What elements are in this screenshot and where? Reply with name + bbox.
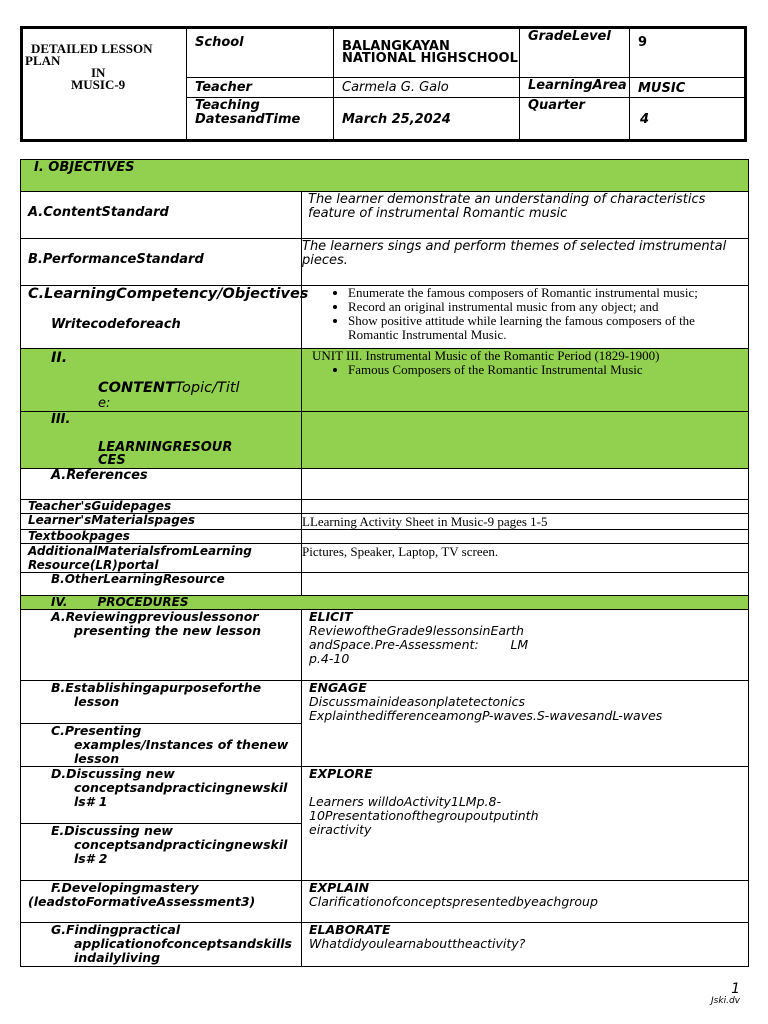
objectives-heading: I. OBJECTIVES	[21, 160, 749, 192]
procedure-f-label-1: F.Developingmastery	[51, 880, 199, 895]
content-label	[51, 366, 301, 396]
procedure-b-title: ENGAGE	[309, 680, 367, 695]
competency-item: • Record an original instrumental music from any object; and	[348, 300, 746, 314]
performance-standard-value: The learners sings and perform themes of selected imstrumental pieces.	[302, 239, 749, 286]
procedure-c-label-2: examples/Instances of thenew	[74, 737, 289, 752]
performance-standard-label: B.PerformanceStandard	[21, 239, 302, 286]
content-topic-list	[312, 363, 748, 377]
competency-sublabel: Writecodeforeach	[51, 317, 181, 332]
procedure-c-label-1: C.Presenting	[51, 723, 142, 738]
dates-time-label	[187, 98, 334, 141]
procedure-a-title: ELICIT	[309, 609, 353, 624]
procedure-f-label	[21, 881, 302, 923]
content-label-rest: Topic/Titl	[174, 380, 240, 396]
procedure-g-label-3: indailyliving	[74, 950, 161, 965]
procedure-a-label-1: A.Reviewingpreviouslessonor	[51, 609, 259, 624]
procedure-g-label	[21, 923, 302, 967]
teacher-guide-value	[302, 500, 749, 514]
lesson-header-table	[20, 26, 747, 142]
procedure-d-title: EXPLORE	[309, 766, 373, 781]
competency-list	[302, 286, 746, 342]
competency-label: C.LearningCompetency/Objectives	[28, 286, 309, 302]
procedure-d-label-1: D.Discussing new	[51, 766, 175, 781]
quarter-label: Quarter	[520, 98, 630, 141]
competency-item: • Enumerate the famous composers of Romantic instrumental music;	[348, 286, 746, 300]
page-number: 1	[731, 981, 740, 997]
procedure-a-label-2: presenting the new lesson	[74, 623, 261, 638]
additional-materials-value: Pictures, Speaker, Laptop, TV screen.	[302, 544, 749, 573]
content-topic-cell	[302, 349, 749, 412]
title-line-3: IN	[91, 65, 106, 80]
procedure-g-title: ELABORATE	[309, 922, 391, 937]
title-line-2: PLAN	[25, 53, 61, 68]
procedure-b-label-1: B.Establishingapurposeforthe	[51, 680, 262, 695]
procedure-a-text-1: ReviewoftheGrade9lessonsinEarth	[309, 623, 524, 638]
competency-cell	[21, 286, 309, 349]
procedure-e-label	[21, 824, 302, 881]
procedure-d-label-3: ls# 1	[74, 794, 108, 809]
resources-label-cell	[21, 412, 302, 469]
additional-materials-label-2: Resource(LR)portal	[28, 558, 159, 572]
procedure-f-label-2: (leadstoFormativeAssessment3)	[28, 894, 256, 909]
learning-area-label: LearningArea	[520, 78, 630, 98]
content-standard-label: A.ContentStandard	[21, 192, 302, 239]
procedure-d-label-2: conceptsandpracticingnewskil	[74, 780, 288, 795]
quarter-value: 4	[630, 98, 746, 141]
references-label: A.References	[21, 469, 302, 500]
textbook-value	[302, 530, 749, 544]
procedures-title: PROCEDURES	[97, 595, 189, 609]
procedure-b-label	[21, 681, 302, 724]
procedure-d-text-3: eiractivity	[309, 822, 372, 837]
procedure-g-content	[302, 923, 749, 967]
procedure-e-label-2: conceptsandpracticingnewskil	[74, 837, 288, 852]
procedure-a-content	[302, 610, 749, 681]
procedures-heading	[21, 596, 749, 610]
procedure-b-text-1: Discussmainideasonplatetectonics	[309, 694, 525, 709]
lesson-plan-title	[22, 28, 187, 141]
procedure-g-text: Whatdidyoulearnabouttheactivity?	[309, 936, 526, 951]
competency-item: • Show positive attitude while learning the famous composers of the Romantic Instrumental Music.	[348, 314, 746, 342]
title-line-1: DETAILED LESSON	[31, 41, 153, 56]
procedure-f-content	[302, 881, 749, 923]
resources-value-cell	[302, 412, 749, 469]
teacher-guide-label: Teacher'sGuidepages	[21, 500, 302, 514]
other-resource-label: B.OtherLearningResource	[21, 573, 302, 596]
grade-level-value: 9	[630, 28, 746, 78]
procedure-e-label-3: ls# 2	[74, 851, 108, 866]
procedures-number: IV.	[51, 595, 68, 609]
procedure-d-text-2: 10Presentationofthegroupoutputinth	[309, 808, 539, 823]
procedure-g-label-1: G.Findingpractical	[51, 922, 181, 937]
additional-materials-label-1: AdditionalMaterialsfromLearning	[28, 544, 252, 558]
content-topic: • Famous Composers of the Romantic Instrumental Music	[348, 363, 748, 377]
textbook-label: Textbookpages	[21, 530, 302, 544]
procedure-g-label-2: applicationofconceptsandskills	[74, 936, 292, 951]
procedure-d-label	[21, 767, 302, 824]
procedure-b-content	[302, 681, 749, 767]
content-standard-value: The learner demonstrate an understanding of characteristics feature of instrumental Romantic music	[302, 192, 749, 239]
teacher-value: Carmela G. Galo	[334, 78, 520, 98]
procedure-a-text-3: p.4-10	[309, 651, 350, 666]
dates-time-value: March 25,2024	[334, 98, 520, 141]
resources-label-1: LEARNINGRESOUR	[98, 440, 233, 455]
grade-level-label: GradeLevel	[520, 28, 630, 78]
procedure-f-text: Clarificationofconceptspresentedbyeachgroup	[309, 894, 598, 909]
lesson-plan-table	[20, 159, 749, 967]
teacher-label: Teacher	[187, 78, 334, 98]
procedure-b-label-2: lesson	[74, 694, 120, 709]
learner-materials-label: Learner'sMaterialspages	[21, 514, 302, 530]
procedure-d-text-1: Learners willdoActivity1LMp.8-	[309, 794, 501, 809]
procedure-a-text-2: andSpace.Pre-Assessment: LM	[309, 637, 529, 652]
school-label: School	[187, 28, 334, 78]
dates-time-label-line-1: Teaching	[195, 98, 260, 113]
procedure-d-content	[302, 767, 749, 881]
content-number: II.	[51, 350, 68, 366]
resources-number: III.	[51, 412, 71, 427]
learning-area-value: MUSIC	[630, 78, 746, 98]
dates-time-label-line-2: DatesandTime	[195, 112, 301, 127]
content-unit: UNIT III. Instrumental Music of the Romantic Period (1829-1900)	[312, 348, 660, 363]
procedure-c-label-3: lesson	[74, 751, 120, 766]
procedure-f-title: EXPLAIN	[309, 880, 370, 895]
footer-mark: Jski.dv	[711, 996, 740, 1006]
references-value	[302, 469, 749, 500]
procedure-a-label	[21, 610, 302, 681]
additional-materials-label	[21, 544, 302, 573]
content-label-rest-2: e:	[98, 396, 111, 411]
procedure-c-label	[21, 724, 302, 767]
content-label-bold: CONTENT	[98, 380, 175, 396]
competency-list-cell	[302, 286, 749, 349]
procedure-e-label-1: E.Discussing new	[51, 823, 173, 838]
learner-materials-value: LLearning Activity Sheet in Music-9 pages 1-5	[302, 514, 749, 530]
procedure-b-text-2: ExplainthedifferenceamongP-waves.S-wavesandL-waves	[309, 708, 663, 723]
content-label-cell	[21, 349, 302, 412]
school-value: BALANGKAYAN NATIONAL HIGHSCHOOL	[334, 28, 520, 78]
resources-label-2: CES	[98, 453, 126, 468]
other-resource-value	[302, 573, 749, 596]
title-line-4: MUSIC-9	[71, 77, 126, 92]
